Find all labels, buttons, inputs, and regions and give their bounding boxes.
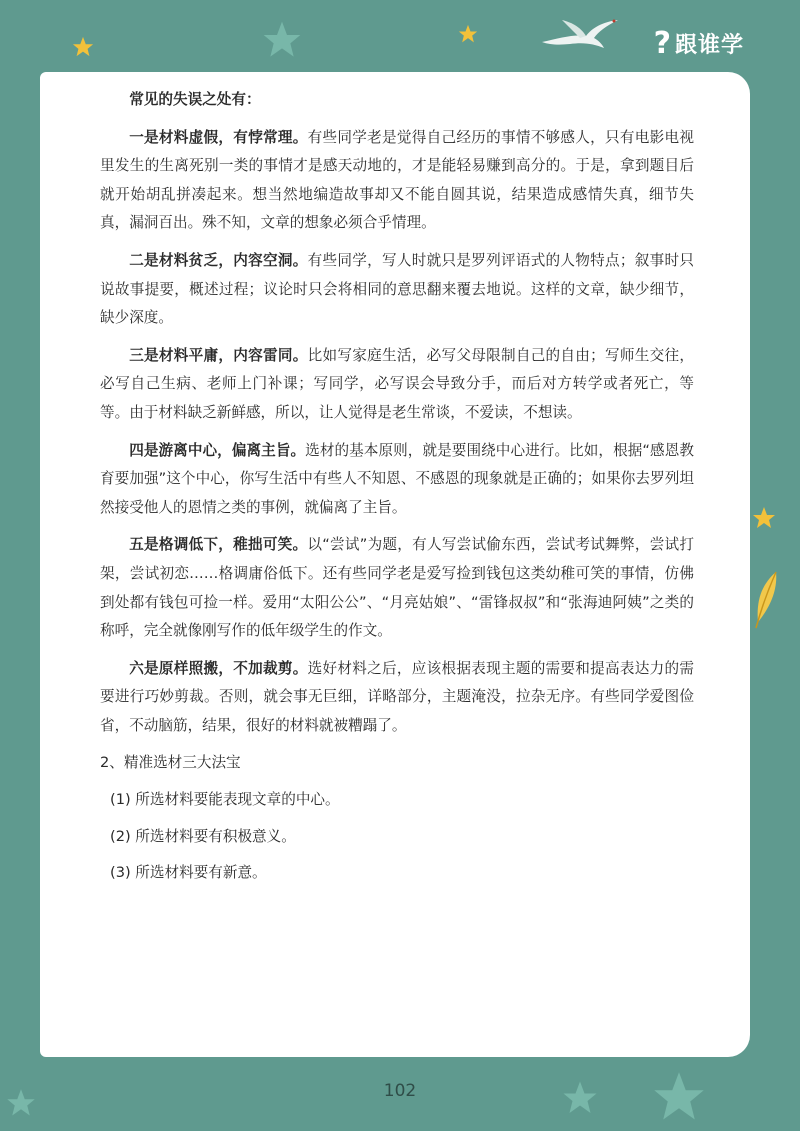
paragraph bbox=[100, 342, 694, 428]
list-item: (3) 所选材料要有新意。 bbox=[110, 864, 267, 882]
star-icon bbox=[458, 24, 478, 44]
star-icon bbox=[72, 36, 94, 58]
document-body bbox=[100, 86, 694, 896]
paragraph bbox=[100, 531, 694, 645]
paragraph-lead: 四是游离中心，偏离主旨。 bbox=[129, 441, 306, 459]
star-icon bbox=[262, 20, 302, 60]
list-item: (2) 所选材料要有积极意义。 bbox=[110, 827, 296, 845]
paragraph bbox=[100, 247, 694, 333]
list-item: (1) 所选材料要能表现文章的中心。 bbox=[110, 791, 340, 809]
feather-icon bbox=[752, 570, 782, 630]
page-number: 102 bbox=[383, 1081, 417, 1101]
logo-text: 跟谁学 bbox=[674, 33, 744, 58]
paragraph-lead: 三是材料平庸，内容雷同。 bbox=[129, 346, 308, 364]
paragraph bbox=[100, 655, 694, 741]
section-heading: 常见的失误之处有： bbox=[129, 91, 261, 108]
star-icon bbox=[752, 506, 776, 530]
paragraph-body: 比如写家庭生活，必写父母限制自己的自由；写师生交往，必写自己生病、老师上门补课；写同学，必写误会导致分手，而后对方转学或者死亡，等等。由于材料缺乏新鲜感，所以，让人觉得是老生常谈，不爱读，不想读。 bbox=[100, 346, 694, 421]
paragraph bbox=[100, 437, 694, 523]
brand-logo bbox=[654, 26, 744, 61]
paragraph-body: 选材的基本原则，就是要围绕中心进行。比如，根据“感恩教育要加强”这个中心，你写生活中有些人不知恩、不感恩的现象就是正确的；如果你去罗列坦然接受他人的恩情之类的事例，就偏离了主旨。 bbox=[100, 441, 694, 516]
paragraph-body: 有些同学老是觉得自己经历的事情不够感人，只有电影电视里发生的生离死别一类的事情才是感天动地的，才是能轻易赚到高分的。于是，拿到题目后就开始胡乱拼凑起来。想当然地编造故事却又不能自圆其说，结果造成感情失真，细节失真，漏洞百出。殊不知，文章的想象必须合乎情理。 bbox=[100, 128, 694, 232]
crane-icon bbox=[540, 14, 620, 54]
paragraph-lead: 六是原样照搬，不加裁剪。 bbox=[129, 659, 308, 677]
paragraph-lead: 二是材料贫乏，内容空洞。 bbox=[129, 251, 308, 269]
subsection-title: 2、精准选材三大法宝 bbox=[100, 754, 241, 772]
paragraph-body: 有些同学，写人时就只是罗列评语式的人物特点；叙事时只说故事提要，概述过程；议论时只会将相同的意思翻来覆去地说。这样的文章，缺少细节，缺少深度。 bbox=[100, 251, 694, 327]
question-mark-icon: ? bbox=[653, 26, 672, 61]
paragraph-body: 以“尝试”为题，有人写尝试偷东西，尝试考试舞弊，尝试打架，尝试初恋……格调庸俗低下。还有些同学老是爱写捡到钱包这类幼稚可笑的事情，仿佛到处都有钱包可捡一样。爱用“太阳公公”、“月亮姑娘”、“雷锋叔叔”和“张海迪阿姨”之类的称呼，完全就像刚写作的低年级学生的作文。 bbox=[100, 536, 694, 640]
paragraph bbox=[100, 124, 694, 238]
paragraph-body: 选好材料之后，应该根据表现主题的需要和提高表达力的需要进行巧妙剪裁。否则，就会事无巨细，详略部分，主题淹没，拉杂无序。有些同学爱图俭省，不动脑筋，结果，很好的材料就被糟蹋了。 bbox=[100, 659, 694, 734]
paragraph-lead: 五是格调低下，稚拙可笑。 bbox=[129, 536, 308, 554]
paragraph-lead: 一是材料虚假，有悖常理。 bbox=[129, 128, 308, 146]
